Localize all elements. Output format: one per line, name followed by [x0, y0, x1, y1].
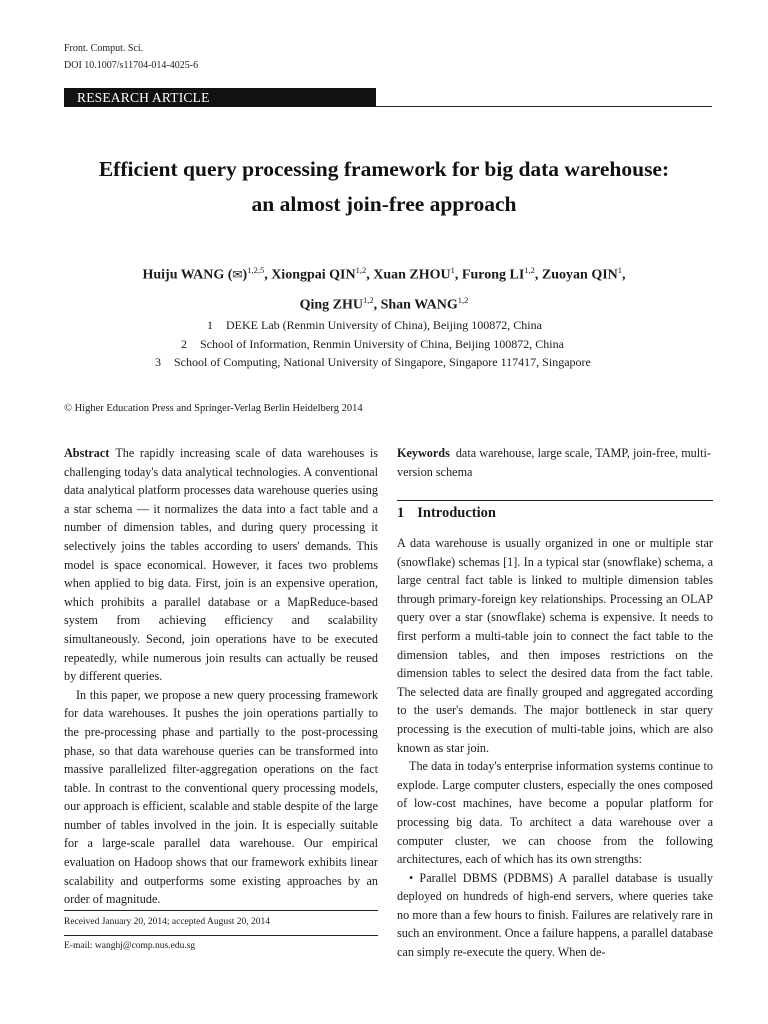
- author-name: , Zuoyan QIN: [534, 267, 618, 283]
- author-name: , Xiongpai QIN: [264, 267, 356, 283]
- article-type-banner: RESEARCH ARTICLE: [64, 88, 376, 107]
- author-name: , Xuan ZHOU: [366, 267, 451, 283]
- section-title: Introduction: [417, 505, 496, 521]
- section-divider: [397, 500, 713, 501]
- affiliations: [155, 316, 591, 372]
- paper-title: [40, 152, 728, 222]
- abstract-paragraph-1: [64, 444, 378, 686]
- author-affil: 1,2: [457, 294, 469, 305]
- mail-icon: ✉: [232, 267, 243, 282]
- header-rule: [376, 106, 712, 107]
- author-affil: 1,2: [524, 265, 535, 275]
- abstract-text: The rapidly increasing scale of data warehouses is challenging today's data analytical technologies. A conventional data analytical platform processes data warehouse queries using a star schema — it normalizes the data into a fact table and a number of dimension tables, and during query processing it selectively joins the tables according to users' demands. This model is space economical. However, it faces two problems when applied to big data. First, join is an expensive operation, which prohibits a parallel database or a MapReduce-based system from achieving efficiency and scalability simultaneously. Second, join operations have to be executed repeatedly, while numerous join results can actually be reused by different queries.: [64, 446, 378, 684]
- author-affil: 1: [450, 265, 455, 275]
- footnote-divider: [64, 910, 378, 911]
- section-heading: [397, 505, 496, 522]
- author-affil: 1,2: [362, 294, 374, 305]
- footnote-divider: [64, 935, 378, 936]
- introduction-body: [397, 534, 713, 962]
- author-affil: 1,2,5: [247, 265, 265, 275]
- keywords-text: data warehouse, large scale, TAMP, join-free, multi-version schema: [397, 446, 711, 479]
- intro-paragraph-2: The data in today's enterprise information systems continue to explode. Large computer clusters, especially the ones composed of low-cost machines, have become a popular platform for processing big data. To architect a data warehouse over a computer cluster, we can choose from the following architectures, each of which has its own strengths:: [397, 759, 713, 867]
- affiliation-text: School of Information, Renmin University of China, Beijing 100872, China: [200, 336, 564, 351]
- author-line-2: [40, 288, 728, 318]
- title-line-2: an almost join-free approach: [251, 192, 517, 216]
- copyright-notice: © Higher Education Press and Springer-Verlag Berlin Heidelberg 2014: [64, 403, 363, 414]
- section-number: 1: [397, 505, 405, 521]
- affiliation-number: 3: [155, 355, 161, 369]
- author-affil: 1,2: [355, 265, 367, 275]
- author-line-1: [40, 258, 728, 288]
- author-name: , Shan WANG: [373, 297, 458, 313]
- keywords-block: [397, 444, 711, 481]
- intro-paragraph-3: • Parallel DBMS (PDBMS) A parallel database is usually deployed on hundreds of high-end servers, where queries take no more than a few hours to finish. Failures are relatively rare in such an environment. Once a failure happens, a parallel database can simply re-execute the query. When de-: [397, 870, 713, 960]
- journal-info: [64, 40, 198, 74]
- keywords-paragraph: [397, 444, 711, 481]
- affiliation-2: [155, 335, 591, 354]
- author-name: , Furong LI: [454, 267, 525, 283]
- affiliation-3: [155, 353, 591, 372]
- contact-email: E-mail: wanghj@comp.nus.edu.sg: [64, 941, 196, 951]
- author-affil: 1: [617, 265, 623, 275]
- affiliation-text: School of Computing, National University of Singapore, Singapore 117417, Singapore: [174, 355, 591, 369]
- author-name: Huiju WANG (: [142, 267, 233, 283]
- author-separator: ,: [622, 267, 626, 283]
- title-line-1: Efficient query processing framework for big data warehouse:: [98, 157, 670, 181]
- received-dates: Received January 20, 2014; accepted August 20, 2014: [64, 917, 271, 927]
- affiliation-1: [155, 316, 591, 335]
- author-list: [40, 258, 728, 317]
- author-name-close: ): [242, 267, 248, 283]
- author-name: Qing ZHU: [299, 297, 363, 313]
- keywords-label: Keywords: [397, 446, 450, 460]
- abstract-paragraph-2: In this paper, we propose a new query processing framework for data warehouses. It pushes the join operations partially to the pre-processing phase and partially to the post-processing phase, so that data warehouse queries can be transformed into massive parallelized filter-aggregation operations on the fact table. In contrast to the conventional query processing models, our approach is efficient, scalable and stable despite of the large number of tables involved in the join. It is especially suitable for a large-scale parallel data warehouse. Our empirical evaluation on Hadoop shows that our framework exhibits linear scalability and outperforms some existing approaches by an order of magnitude.: [64, 687, 378, 907]
- affiliation-number: 2: [181, 336, 187, 351]
- abstract-column: [64, 444, 378, 909]
- doi: DOI 10.1007/s11704-014-4025-6: [64, 60, 199, 71]
- affiliation-number: 1: [207, 318, 213, 332]
- affiliation-text: DEKE Lab (Renmin University of China), Beijing 100872, China: [226, 318, 542, 332]
- abstract-label: Abstract: [64, 446, 110, 460]
- journal-name: Front. Comput. Sci.: [64, 43, 144, 54]
- intro-paragraph-1: A data warehouse is usually organized in one or multiple star (snowflake) schemas [1]. In a typical star (snowflake) schema, a large central fact table is linked to multiple dimension tables through primary-foreign key relationships. Processing an OLAP query over a star (snowflake) schema is expensive. It needs to first perform a multi-table join to connect the fact table to the dimension tables, and then imposes restrictions on the dimension tables to select the desired data from the fact table. The selected data are finally grouped and aggregated according to the user's demands. The major bottleneck in star query processing is the execution of multi-table joins, which are also known as star join.: [397, 536, 713, 755]
